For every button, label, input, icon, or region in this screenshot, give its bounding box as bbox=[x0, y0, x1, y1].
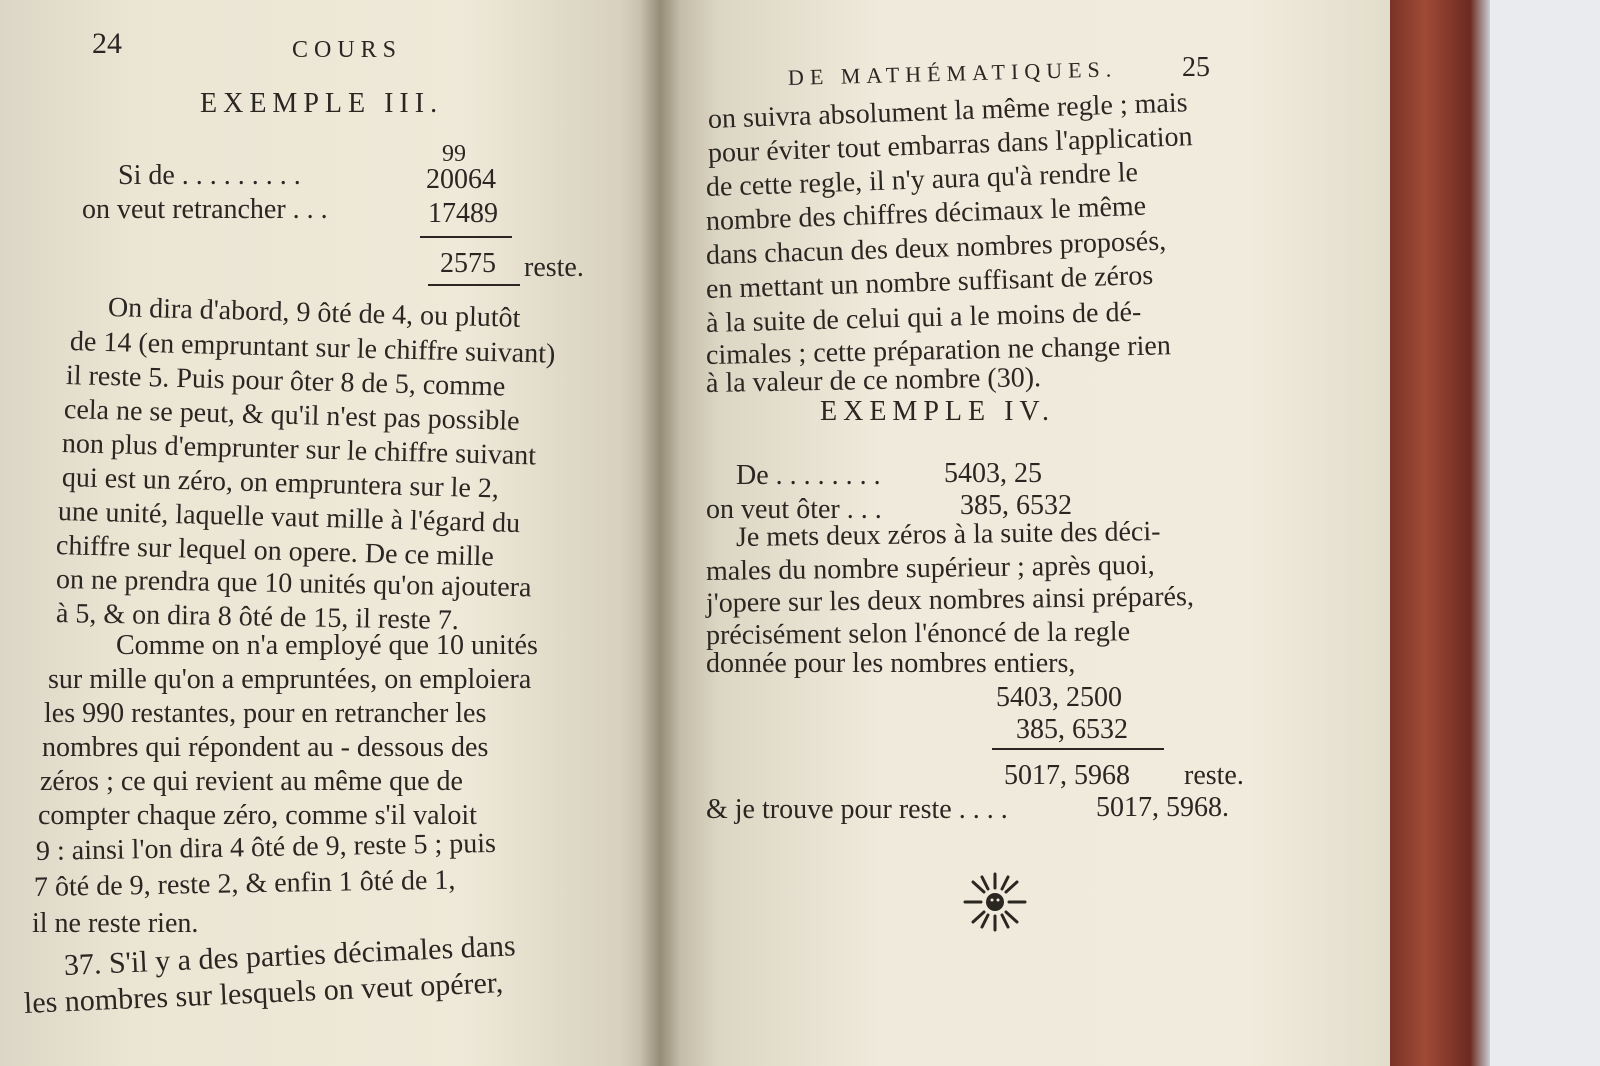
text-line: il reste 5. Puis pour ôter 8 de 5, comme bbox=[65, 360, 506, 403]
book-gutter bbox=[640, 0, 680, 1066]
calc-rule bbox=[420, 236, 512, 238]
calc-line2-label: on veut retrancher . . . bbox=[82, 194, 328, 225]
calc2-line1: 5403, 2500 bbox=[996, 682, 1122, 713]
calc-result-rule bbox=[428, 284, 520, 286]
conclusion-value: 5017, 5968. bbox=[1096, 792, 1229, 823]
running-head-right: DE MATHÉMATIQUES. bbox=[787, 56, 1118, 90]
text-line: Je mets deux zéros à la suite des déci- bbox=[735, 516, 1161, 553]
book-cover-edge bbox=[1390, 0, 1490, 1066]
text-line: à la valeur de ce nombre (30). bbox=[705, 362, 1042, 399]
text-line: de 14 (en empruntant sur le chiffre suivant) bbox=[69, 326, 556, 370]
text-line: nombres qui répondent au - dessous des bbox=[42, 732, 489, 763]
text-line: 9 : ainsi l'on dira 4 ôté de 9, reste 5 ; puis bbox=[35, 827, 497, 867]
text-line: donnée pour les nombres entiers, bbox=[706, 648, 1076, 679]
text-line: males du nombre supérieur ; après quoi, bbox=[705, 549, 1155, 587]
calc2-line2: 385, 6532 bbox=[1016, 714, 1128, 745]
calc1-line2-value: 385, 6532 bbox=[960, 490, 1072, 521]
example-title-right: EXEMPLE IV. bbox=[820, 396, 1056, 427]
left-page bbox=[0, 0, 660, 1066]
text-line: nombre des chiffres décimaux le même bbox=[705, 190, 1147, 237]
calc1-line1-value: 5403, 25 bbox=[944, 458, 1042, 489]
calc1-line1-label: De . . . . . . . . bbox=[736, 460, 881, 491]
text-line: dans chacun des deux nombres proposés, bbox=[705, 225, 1167, 271]
calc-line1-label: Si de . . . . . . . . . bbox=[118, 160, 301, 191]
text-line: en mettant un nombre suffisant de zéros bbox=[705, 259, 1154, 305]
text-line: j'opere sur les deux nombres ainsi préparés, bbox=[705, 581, 1195, 619]
text-line: 7 ôté de 9, reste 2, & enfin 1 ôté de 1, bbox=[33, 864, 456, 903]
text-line: on ne prendra que 10 unités qu'on ajoutera bbox=[55, 564, 532, 604]
calc1-line2-label: on veut ôter . . . bbox=[706, 494, 882, 525]
text-line: On dira d'abord, 9 ôté de 4, ou plutôt bbox=[107, 292, 521, 334]
text-line: il ne reste rien. bbox=[32, 908, 199, 939]
text-line: pour éviter tout embarras dans l'application bbox=[707, 121, 1194, 169]
text-line: non plus d'emprunter sur le chiffre suivant bbox=[61, 428, 537, 472]
page-number-left: 24 bbox=[92, 27, 122, 60]
text-line: les nombres sur lesquels on veut opérer, bbox=[23, 966, 504, 1020]
calc2-result-word: reste. bbox=[1184, 760, 1244, 791]
text-line: on suivra absolument la même regle ; mais bbox=[707, 87, 1188, 135]
calc-result-word: reste. bbox=[524, 252, 584, 283]
text-line: qui est un zéro, on empruntera sur le 2, bbox=[61, 462, 500, 505]
sun-face-ornament-icon bbox=[960, 872, 1030, 932]
text-line: chiffre sur lequel on opere. De ce mille bbox=[55, 530, 495, 573]
text-line: à la suite de celui qui a le moins de dé- bbox=[705, 296, 1142, 339]
text-line: une unité, laquelle vaut mille à l'égard du bbox=[57, 496, 521, 540]
text-line: Comme on n'a employé que 10 unités bbox=[116, 630, 538, 661]
text-line: zéros ; ce qui revient au même que de bbox=[40, 766, 463, 797]
example-title-left: EXEMPLE III. bbox=[200, 88, 444, 119]
calc2-rule bbox=[992, 748, 1164, 750]
calc-line1-value: 20064 bbox=[426, 164, 496, 195]
calc2-result: 5017, 5968 bbox=[1004, 760, 1130, 791]
text-line: les 990 restantes, pour en retrancher les bbox=[44, 698, 487, 729]
calc-result-value: 2575 bbox=[440, 248, 496, 279]
text-line: de cette regle, il n'y aura qu'à rendre le bbox=[705, 156, 1139, 203]
calc-line2-value: 17489 bbox=[428, 198, 498, 229]
text-line: cela ne se peut, & qu'il n'est pas possible bbox=[63, 394, 520, 437]
text-line: précisément selon l'énoncé de la regle bbox=[705, 616, 1131, 651]
text-line: 37. S'il y a des parties décimales dans bbox=[63, 929, 517, 982]
conclusion-label: & je trouve pour reste . . . . bbox=[706, 794, 1008, 825]
text-line: à 5, & on dira 8 ôté de 15, il reste 7. bbox=[55, 598, 460, 637]
text-line: sur mille qu'on a empruntées, on emploiera bbox=[48, 664, 532, 695]
text-line: cimales ; cette préparation ne change rien bbox=[705, 330, 1172, 371]
page-number-right: 25 bbox=[1182, 52, 1210, 83]
text-line: compter chaque zéro, comme s'il valoit bbox=[38, 800, 477, 831]
running-head-left: COURS bbox=[292, 37, 403, 63]
borrow-marks: 99 bbox=[442, 141, 466, 167]
